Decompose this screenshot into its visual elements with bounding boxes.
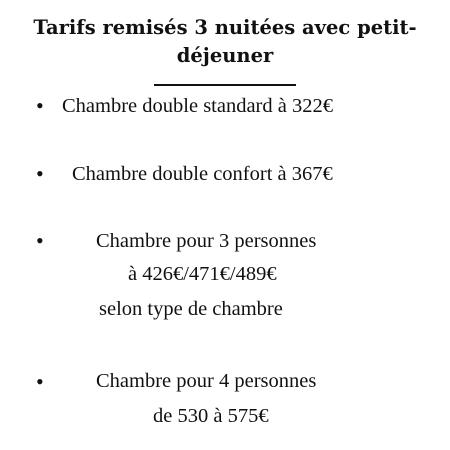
bullet-icon: • [36,369,44,394]
list-item-line: Chambre double confort à 367€ [72,163,333,185]
list-item-line: selon type de chambre [99,298,283,320]
list-item-line: Chambre double standard à 322€ [62,95,333,117]
list-item-line: à 426€/471€/489€ [128,263,277,285]
list-item-line: Chambre pour 3 personnes [96,230,317,252]
bullet-icon: • [36,228,44,253]
title-line-1: Tarifs remisés 3 nuitées avec petit- [33,16,417,39]
title-line-2: déjeuner [176,44,274,67]
page-title [0,14,450,70]
title-underline [154,84,296,86]
bullet-icon: • [36,93,44,118]
list-item-line: de 530 à 575€ [153,405,269,427]
bullet-icon: • [36,161,44,186]
list-item-line: Chambre pour 4 personnes [96,370,317,392]
